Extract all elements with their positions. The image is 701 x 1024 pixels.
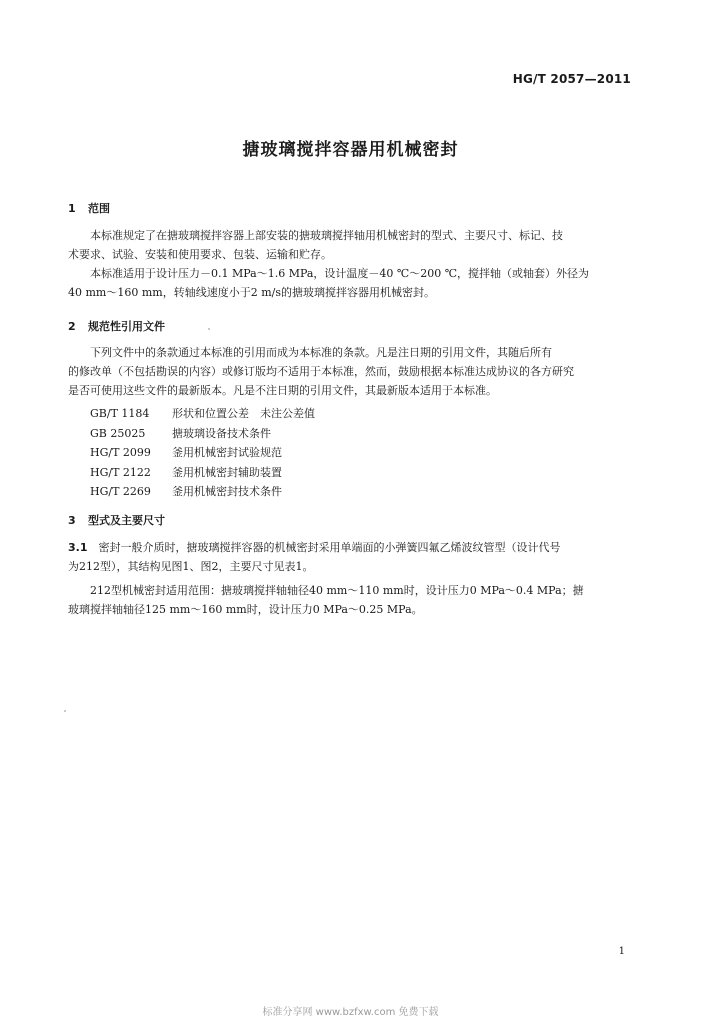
reference-list xyxy=(90,404,315,502)
reference-title: 釜用机械密封技术条件 xyxy=(172,485,282,498)
clause-3-1-text: 密封一般介质时，搪玻璃搅拌容器的机械密封采用单端面的小弹簧四氟乙烯波纹管型（设计代号 xyxy=(98,541,561,554)
section-2-title: 规范性引用文件 xyxy=(88,320,165,333)
reference-code: GB/T 1184 xyxy=(90,407,150,420)
section-1-number: 1 xyxy=(68,202,76,215)
scan-speck xyxy=(208,328,210,330)
scan-speck xyxy=(64,710,66,712)
reference-item xyxy=(90,424,315,444)
section-2-body xyxy=(68,343,634,400)
section-3-heading xyxy=(68,512,165,528)
section-1-line: 本标准规定了在搪玻璃搅拌容器上部安装的搪玻璃搅拌轴用机械密封的型式、主要尺寸、标记、技 xyxy=(90,229,563,242)
reference-item xyxy=(90,443,315,463)
reference-title: 釜用机械密封试验规范 xyxy=(172,446,282,459)
section-2-line: 的修改单（不包括勘误的内容）或修订版均不适用于本标准，然而，鼓励根据本标准达成协议的各方研究 xyxy=(68,365,574,378)
reference-code: HG/T 2269 xyxy=(90,485,151,498)
clause-3-1-line: 玻璃搅拌轴轴径125 mm～160 mm时，设计压力0 MPa～0.25 MPa。 xyxy=(68,603,423,616)
standard-code: HG/T 2057—2011 xyxy=(512,72,631,86)
section-2-number: 2 xyxy=(68,320,76,333)
section-1-body xyxy=(68,226,634,302)
section-2-heading xyxy=(68,318,165,334)
clause-3-1-line xyxy=(68,538,634,557)
section-1-line: 术要求、试验、安装和使用要求、包装、运输和贮存。 xyxy=(68,248,332,261)
section-3-number: 3 xyxy=(68,514,76,527)
reference-item xyxy=(90,463,315,483)
reference-title: 搪玻璃设备技术条件 xyxy=(172,426,271,440)
reference-title: 形状和位置公差 未注公差值 xyxy=(172,407,315,420)
document-title: 搪玻璃搅拌容器用机械密封 xyxy=(242,140,459,160)
reference-code: HG/T 2099 xyxy=(90,446,151,459)
section-2-line: 下列文件中的条款通过本标准的引用而成为本标准的条款。凡是注日期的引用文件，其随后所有 xyxy=(90,346,552,359)
clause-3-1-number: 3.1 xyxy=(68,541,88,554)
section-1-line: 40 mm～160 mm，转轴线速度小于2 m/s的搪玻璃搅拌容器用机械密封。 xyxy=(68,286,435,299)
section-3-title: 型式及主要尺寸 xyxy=(88,514,165,527)
reference-item xyxy=(90,482,315,502)
section-1-line: 本标准适用于设计压力－0.1 MPa～1.6 MPa，设计温度－40 ℃～200 ℃，搅拌轴（或轴套）外径为 xyxy=(90,267,590,280)
reference-code: HG/T 2122 xyxy=(90,465,151,479)
reference-code: GB 25025 xyxy=(90,426,146,440)
reference-item xyxy=(90,404,315,424)
reference-title: 釜用机械密封辅助装置 xyxy=(172,465,282,479)
section-1-title: 范围 xyxy=(88,202,110,215)
section-2-line: 是否可使用这些文件的最新版本。凡是不注日期的引用文件，其最新版本适用于本标准。 xyxy=(68,384,497,397)
footer-watermark: 标准分享网 www.bzfxw.com 免费下载 xyxy=(262,1007,439,1018)
clause-3-1-body xyxy=(68,538,634,619)
clause-3-1-line: 为212型），其结构见图1、图2，主要尺寸见表1。 xyxy=(68,560,314,573)
section-1-heading xyxy=(68,200,110,216)
clause-3-1-line: 212型机械密封适用范围：搪玻璃搅拌轴轴径40 mm～110 mm时，设计压力0 MPa～0.4 MPa；搪 xyxy=(90,584,584,597)
page-number: 1 xyxy=(618,946,625,957)
